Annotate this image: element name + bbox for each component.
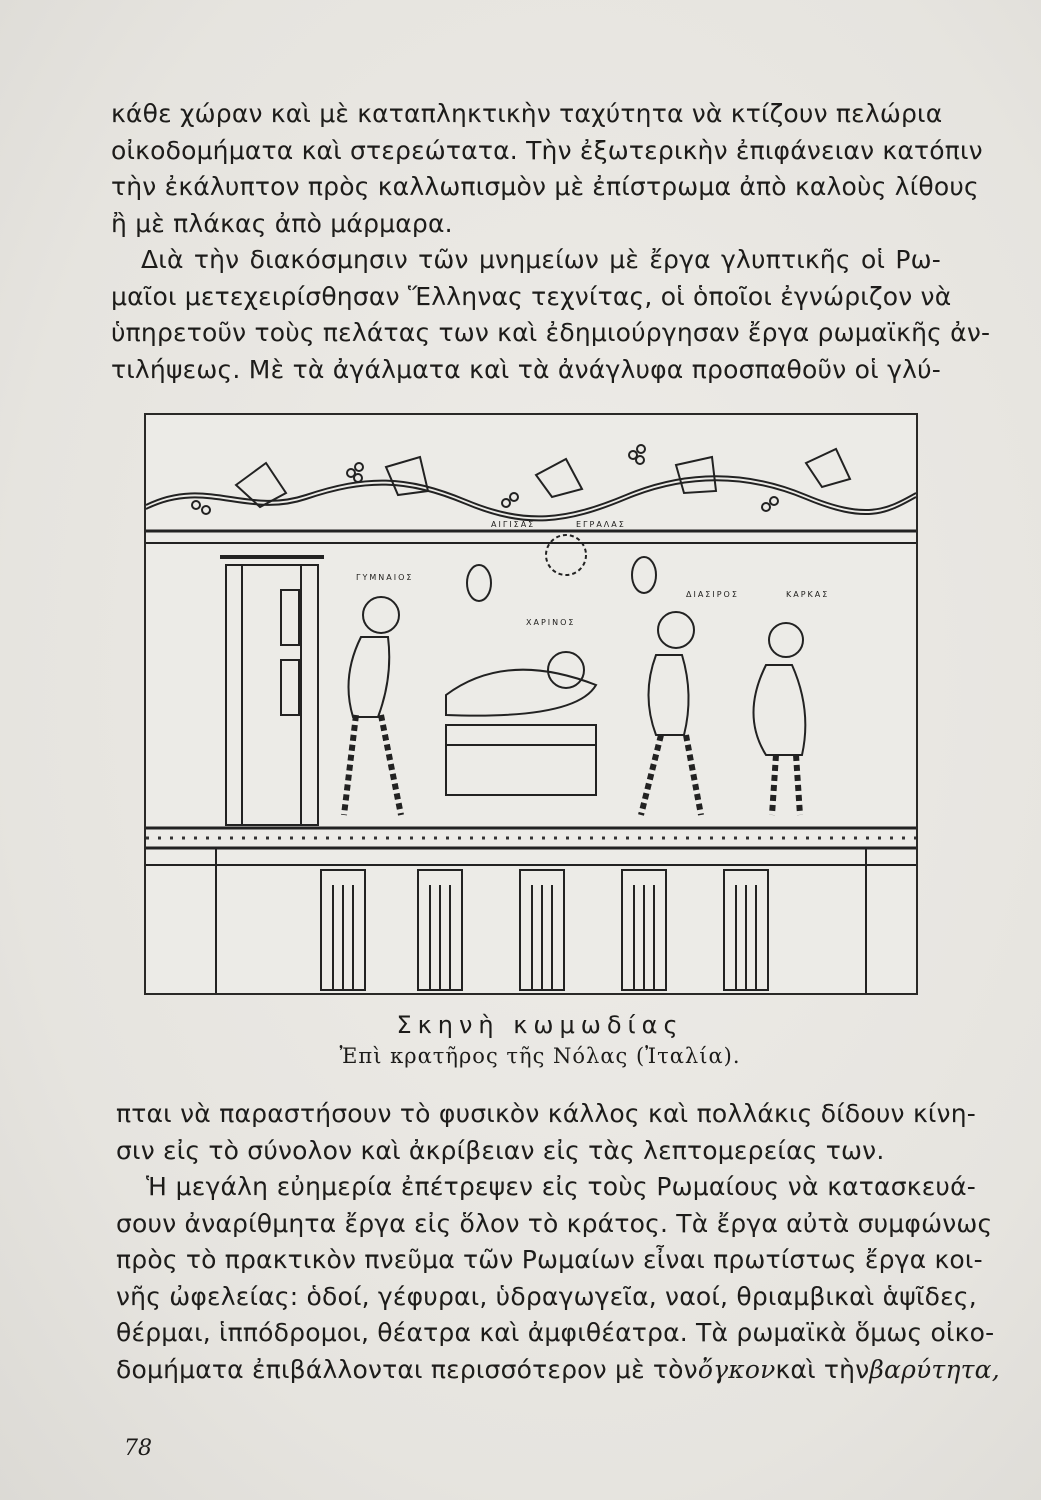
- inscription-right-2: ΚΑΡΚΑΣ: [786, 590, 830, 599]
- wreath-and-masks: [467, 535, 656, 601]
- inscription-left: ΓΥΜΝΑΙΟΣ: [356, 573, 414, 582]
- top-paragraph: [111, 96, 991, 388]
- text-line: πται νὰ παραστήσουν τὸ φυσικὸν κάλλος καὶ πολλάκις δίδουν κίνη-: [116, 1099, 976, 1128]
- text-line: Διὰ τὴν διακόσμησιν τῶν μνημείων μὲ ἔργα γλυπτικῆς οἱ Ρω-: [141, 245, 941, 274]
- text-line: μαῖοι μετεχειρίσθησαν Ἕλληνας τεχνίτας, οἱ ὁποῖοι ἐγνώριζον νὰ: [111, 281, 952, 311]
- figure-caption-source: Ἐπὶ κρατῆρος τῆς Νόλας (Ἰταλία).: [339, 1044, 741, 1068]
- text-italic-barytita: βαρύτητα,: [869, 1354, 1000, 1384]
- text-line: ἢ μὲ πλάκας ἀπὸ μάρμαρα.: [111, 208, 453, 238]
- inscription-right-1: ΔΙΑΣΙΡΟΣ: [686, 590, 739, 599]
- stage-base: [146, 828, 916, 993]
- text-line: σιν εἰς τὸ σύνολον καὶ ἀκρίβειαν εἰς τὰς λεπτομερείας των.: [116, 1135, 885, 1165]
- vase-painting-drawing: [146, 415, 916, 993]
- text-line: ὑπηρετοῦν τοὺς πελάτας των καὶ ἐδημιούργησαν ἔργα ρωμαϊκῆς ἀν-: [111, 318, 991, 347]
- text-line: θέρμαι, ἱππόδρομοι, θέατρα καὶ ἀμφιθέατρα. Τὰ ρωμαϊκὰ ὅμως οἰκο-: [116, 1318, 995, 1347]
- inscription-top: ΑΙΓΙΣΑΣ: [491, 520, 536, 529]
- text-segment: δομήματα ἐπιβάλλονται περισσότερον μὲ τὸν: [116, 1354, 698, 1384]
- page-number: 78: [124, 1436, 152, 1461]
- text-line: οἰκοδομήματα καὶ στερεώτατα. Τὴν ἐξωτερικὴν ἐπιφάνειαν κατόπιν: [111, 135, 983, 165]
- door-column: [220, 557, 324, 825]
- text-line: πρὸς τὸ πρακτικὸν πνεῦμα τῶν Ρωμαίων εἶναι πρωτίστως ἔργα κοι-: [116, 1245, 983, 1274]
- text-segment: καὶ τὴν: [775, 1354, 870, 1384]
- text-line: τὴν ἐκάλυπτον πρὸς καλλωπισμὸν μὲ ἐπίστρωμα ἀπὸ καλοὺς λίθους: [111, 172, 979, 201]
- text-line: κάθε χώραν καὶ μὲ καταπληκτικὴν ταχύτητα νὰ κτίζουν πελώρια: [111, 99, 943, 128]
- text-line: Ἡ μεγάλη εὐημερία ἐπέτρεψεν εἰς τοὺς Ρωμαίους νὰ κατασκευά-: [146, 1172, 976, 1201]
- inscription-center: ΧΑΡΙΝΟΣ: [526, 618, 576, 627]
- actors: [344, 597, 805, 815]
- text-line: τιλήψεως. Μὲ τὰ ἀγάλματα καὶ τὰ ἀνάγλυφα προσπαθοῦν οἱ γλύ-: [111, 354, 941, 384]
- bottom-paragraph: [116, 1096, 1000, 1388]
- text-line: σουν ἀναρίθμητα ἔργα εἰς ὅλον τὸ κράτος. Τὰ ἔργα αὐτὰ συμφώνως: [116, 1208, 993, 1238]
- inscription-top-2: ΕΓΡΑΛΑΣ: [576, 520, 626, 529]
- text-line-last: [116, 1352, 1000, 1389]
- text-italic-ogkon: ὄγκον: [697, 1354, 776, 1384]
- text-line: νῆς ὠφελείας: ὁδοί, γέφυραι, ὑδραγωγεῖα, ναοί, θριαμβικαὶ ἁψῖδες,: [116, 1281, 977, 1311]
- figure-caption-title: Σκηνὴ κωμωδίας: [396, 1011, 684, 1039]
- comedy-scene-illustration: [144, 413, 918, 995]
